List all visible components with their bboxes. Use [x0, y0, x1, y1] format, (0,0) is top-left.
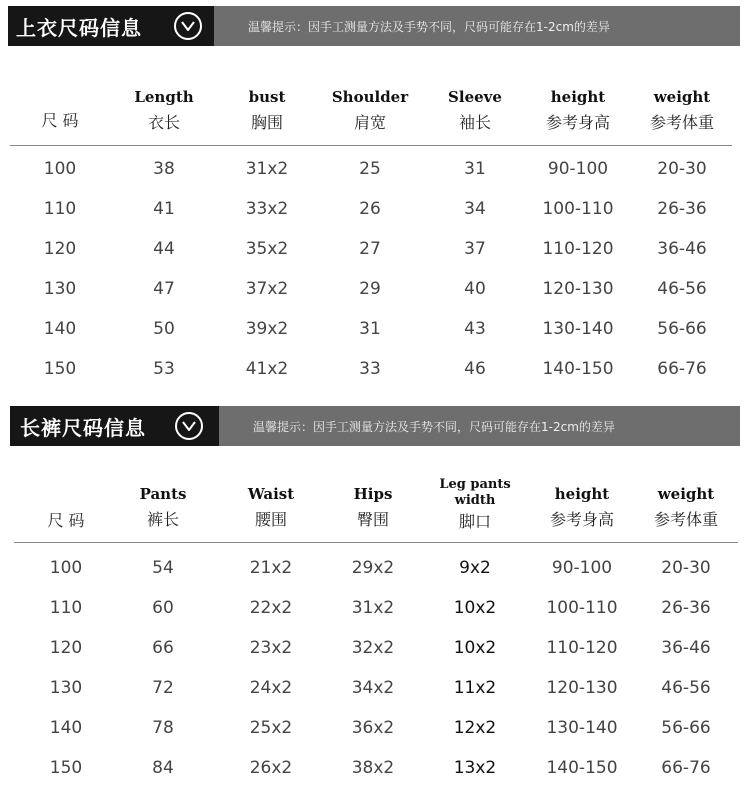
- table-cell: 23x2: [249, 638, 293, 658]
- table-cell: 10x2: [453, 598, 497, 618]
- table-cell: 56-66: [657, 319, 707, 339]
- table-cell: 26-36: [657, 199, 707, 219]
- table-cell: 26: [359, 199, 381, 219]
- table-cell: 46: [464, 359, 486, 379]
- table-cell: 24x2: [249, 678, 293, 698]
- bottom-section-title: 长裤尺码信息: [20, 415, 146, 440]
- table-cell: 110: [43, 199, 77, 219]
- table-cell: 32x2: [351, 638, 395, 658]
- table-cell: 46-56: [657, 279, 707, 299]
- top-header-col-0: [41, 110, 78, 132]
- table-cell: 31x2: [351, 598, 395, 618]
- table-cell: 120-130: [546, 678, 618, 698]
- table-cell: 34x2: [351, 678, 395, 698]
- table-cell: 31x2: [245, 159, 289, 179]
- top-header-en-2: bust: [248, 88, 286, 106]
- top-header-en-5: height: [550, 88, 606, 106]
- table-cell: 100-110: [542, 199, 614, 219]
- table-cell: 31: [464, 159, 486, 179]
- bottom-header-zh-5: 参考身高: [549, 510, 615, 529]
- table-cell: 66-76: [657, 359, 707, 379]
- table-row: [0, 634, 750, 662]
- table-cell: 22x2: [249, 598, 293, 618]
- table-cell: 150: [43, 359, 77, 379]
- table-cell: 34: [464, 199, 486, 219]
- table-cell: 130-140: [542, 319, 614, 339]
- top-header-en-3: Shoulder: [331, 88, 409, 106]
- top-header-zh-5: 参考身高: [545, 113, 611, 132]
- table-cell: 140: [49, 718, 83, 738]
- table-cell: 110: [49, 598, 83, 618]
- table-row: [0, 594, 750, 622]
- table-cell: 140-150: [542, 359, 614, 379]
- table-cell: 140-150: [546, 758, 618, 778]
- top-header-zh-1: 衣长: [147, 113, 181, 132]
- top-header-en-1: Length: [134, 88, 194, 106]
- bottom-header-en-2: Waist: [247, 485, 295, 503]
- chevron-down-circle-icon: [174, 12, 202, 40]
- top-header-col-3: [332, 88, 408, 134]
- bottom-header-col-5: [550, 485, 614, 531]
- table-row: [0, 714, 750, 742]
- bottom-header-col-4: [433, 477, 517, 533]
- bottom-header-col-3: [354, 485, 393, 531]
- table-cell: 29x2: [351, 558, 395, 578]
- table-row: [0, 674, 750, 702]
- table-cell: 38x2: [351, 758, 395, 778]
- table-cell: 41: [153, 199, 175, 219]
- bottom-header-en-6: weight: [657, 485, 715, 503]
- bottom-title-block: [10, 406, 219, 446]
- table-cell: 20-30: [661, 558, 711, 578]
- top-header-zh-4: 袖长: [458, 113, 492, 132]
- table-cell: 41x2: [245, 359, 289, 379]
- table-row: [0, 554, 750, 582]
- bottom-header-en-1: Pants: [139, 485, 187, 503]
- table-row: [0, 355, 750, 383]
- table-cell: 35x2: [245, 239, 289, 259]
- top-header-divider: [10, 145, 732, 146]
- table-cell: 25: [359, 159, 381, 179]
- bottom-header-zh-4: 脚口: [458, 512, 491, 531]
- bottom-header-en-5: height: [554, 485, 610, 503]
- table-cell: 26x2: [249, 758, 293, 778]
- table-cell: 26-36: [661, 598, 711, 618]
- table-cell: 66: [152, 638, 174, 658]
- top-header-size-label: 尺 码: [41, 111, 79, 130]
- top-header-zh-2: 胸围: [250, 113, 283, 132]
- top-header-col-6: [650, 88, 714, 134]
- table-row: [0, 155, 750, 183]
- table-cell: 120-130: [542, 279, 614, 299]
- table-row: [0, 275, 750, 303]
- bottom-measure-tip: 温馨提示：因手工测量方法及手势不同，尺码可能存在1-2cm的差异: [219, 406, 740, 446]
- table-row: [0, 315, 750, 343]
- table-cell: 36x2: [351, 718, 395, 738]
- table-cell: 38: [153, 159, 175, 179]
- top-header-zh-3: 肩宽: [353, 113, 387, 132]
- table-cell: 140: [43, 319, 77, 339]
- table-cell: 72: [152, 678, 174, 698]
- bottom-header-col-1: [140, 485, 187, 531]
- table-cell: 100: [49, 558, 83, 578]
- table-row: [0, 195, 750, 223]
- table-cell: 50: [153, 319, 175, 339]
- table-row: [0, 235, 750, 263]
- table-cell: 25x2: [249, 718, 293, 738]
- table-cell: 12x2: [453, 718, 497, 738]
- table-cell: 37x2: [245, 279, 289, 299]
- top-header-col-2: [249, 88, 286, 134]
- table-cell: 36-46: [661, 638, 711, 658]
- bottom-header-en-3: Hips: [353, 485, 393, 503]
- table-cell: 10x2: [453, 638, 497, 658]
- table-cell: 29: [359, 279, 381, 299]
- top-section-title: 上衣尺码信息: [16, 15, 142, 40]
- table-cell: 40: [464, 279, 486, 299]
- table-cell: 27: [359, 239, 381, 259]
- top-header-en-4: Sleeve: [448, 88, 502, 106]
- bottom-header-zh-6: 参考体重: [653, 510, 719, 529]
- bottom-header-col-2: [248, 485, 294, 531]
- table-cell: 53: [153, 359, 175, 379]
- table-cell: 56-66: [661, 718, 711, 738]
- table-cell: 150: [49, 758, 83, 778]
- table-cell: 39x2: [245, 319, 289, 339]
- table-cell: 84: [152, 758, 174, 778]
- bottom-header-en-4: Leg pants width: [439, 477, 511, 508]
- bottom-header-divider: [14, 542, 738, 543]
- table-cell: 130: [43, 279, 77, 299]
- table-cell: 110-120: [542, 239, 614, 259]
- top-header-col-1: [134, 88, 193, 134]
- table-cell: 43: [464, 319, 486, 339]
- top-section-banner: [8, 6, 740, 46]
- top-measure-tip: 温馨提示：因手工测量方法及手势不同，尺码可能存在1-2cm的差异: [214, 6, 740, 46]
- table-cell: 13x2: [453, 758, 497, 778]
- bottom-header-col-6: [654, 485, 718, 531]
- table-cell: 54: [152, 558, 174, 578]
- table-cell: 9x2: [459, 558, 491, 578]
- table-cell: 130-140: [546, 718, 618, 738]
- table-cell: 90-100: [551, 558, 613, 578]
- table-cell: 100-110: [546, 598, 618, 618]
- bottom-header-zh-3: 臀围: [356, 510, 389, 529]
- table-cell: 31: [359, 319, 381, 339]
- top-header-col-5: [546, 88, 610, 134]
- table-cell: 100: [43, 159, 77, 179]
- table-cell: 11x2: [453, 678, 497, 698]
- table-cell: 66-76: [661, 758, 711, 778]
- bottom-header-zh-1: 裤长: [146, 510, 179, 529]
- table-cell: 120: [49, 638, 83, 658]
- table-cell: 20-30: [657, 159, 707, 179]
- table-cell: 36-46: [657, 239, 707, 259]
- bottom-header-zh-2: 腰围: [254, 510, 287, 529]
- top-title-block: [8, 6, 214, 46]
- table-cell: 78: [152, 718, 174, 738]
- top-header-col-4: [448, 88, 502, 134]
- table-cell: 33: [359, 359, 381, 379]
- table-cell: 46-56: [661, 678, 711, 698]
- top-header-zh-6: 参考体重: [649, 113, 715, 132]
- top-header-en-6: weight: [653, 88, 711, 106]
- bottom-section-banner: [10, 406, 740, 446]
- table-cell: 33x2: [245, 199, 289, 219]
- table-cell: 47: [153, 279, 175, 299]
- table-cell: 21x2: [249, 558, 293, 578]
- bottom-header-size-label: 尺 码: [47, 511, 85, 530]
- table-row: [0, 754, 750, 782]
- chevron-down-circle-icon: [175, 412, 203, 440]
- table-cell: 110-120: [546, 638, 618, 658]
- table-cell: 90-100: [547, 159, 609, 179]
- bottom-header-col-0: [47, 510, 84, 532]
- table-cell: 130: [49, 678, 83, 698]
- table-cell: 37: [464, 239, 486, 259]
- table-cell: 120: [43, 239, 77, 259]
- table-cell: 44: [153, 239, 175, 259]
- table-cell: 60: [152, 598, 174, 618]
